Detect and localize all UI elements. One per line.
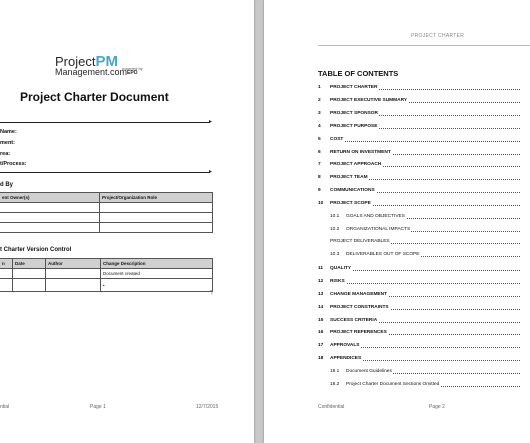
toc-entry-number: 10.1 xyxy=(330,214,340,219)
toc-entry[interactable] xyxy=(318,111,530,119)
toc-entry-label: PROJECT EXECUTIVE SUMMARY xyxy=(330,98,408,103)
toc-entry[interactable] xyxy=(318,318,530,326)
toc-entry-label: PROJECT SPONSOR xyxy=(330,111,378,116)
toc-entry-label: APPROVALS xyxy=(330,343,360,348)
toc-entry[interactable] xyxy=(318,330,530,338)
toc-entry-label: SUCCESS CRITERIA xyxy=(330,318,378,323)
footer-page-number: Page 2 xyxy=(429,404,445,410)
toc-entry-label: APPENDICES xyxy=(330,356,362,361)
toc-entry[interactable] xyxy=(318,124,530,132)
version-control-heading: t Charter Version Control xyxy=(0,247,72,253)
toc-entry-number: 3 xyxy=(318,111,321,116)
page-header: PROJECT CHARTER xyxy=(411,33,465,39)
toc-entry[interactable] xyxy=(318,369,530,377)
toc-entry-number: 14 xyxy=(318,305,324,310)
arrow-icon: ▸ xyxy=(209,169,213,175)
table-cell xyxy=(46,269,101,279)
toc-entry-number: 15 xyxy=(318,318,324,323)
toc-entry-label: RISKS xyxy=(330,279,345,284)
toc-entry-label: GOALS AND OBJECTIVES xyxy=(346,214,405,219)
toc-entry-label: COST xyxy=(330,137,344,142)
toc-entry-number: 18.2 xyxy=(330,382,340,387)
toc-entry[interactable] xyxy=(318,162,530,170)
toc-entry[interactable] xyxy=(318,150,530,158)
document-page-1 xyxy=(0,0,254,443)
toc-entry-number: 9 xyxy=(318,188,321,193)
toc-entry-label: DELIVERABLES OUT OF SCOPE xyxy=(346,252,420,257)
toc-entry-number: 7 xyxy=(318,162,321,167)
column-header: Project/Organization Role xyxy=(100,193,213,203)
toc-entry[interactable] xyxy=(318,279,530,287)
toc-entry-number: 12 xyxy=(318,279,324,284)
toc-entry-number: 13 xyxy=(318,292,324,297)
logo-text-pm: PM xyxy=(95,53,118,70)
toc-entry-number: 1 xyxy=(318,85,321,90)
table-row xyxy=(0,269,213,279)
document-page-2 xyxy=(264,0,530,443)
table-cell: Document created xyxy=(101,269,213,279)
toc-entry-number: 4 xyxy=(318,124,321,129)
toc-entry-number: 5 xyxy=(318,137,321,142)
table-cell xyxy=(100,213,213,223)
table-cell: • xyxy=(101,279,213,292)
document-title: Project Charter Document xyxy=(20,90,169,104)
toc-leader xyxy=(330,270,520,271)
toc-entry-number: 10 xyxy=(318,201,324,206)
footer-date: 12/7/2015 xyxy=(196,404,219,410)
toc-entry-label: PROJECT CHARTER xyxy=(330,85,378,90)
approved-by-heading: d By xyxy=(0,182,14,188)
toc-entry-number: 10.2 xyxy=(330,227,340,232)
toc-entry-number: 16 xyxy=(318,330,324,335)
field-area: rea: xyxy=(0,151,11,157)
logo-text-management: Management.com xyxy=(55,67,128,77)
toc-entry-label: Project Charter Document Sections Omitted xyxy=(346,382,440,387)
column-header: Change Description xyxy=(101,259,213,269)
table-cell xyxy=(100,203,213,213)
footer-left: ntial xyxy=(0,404,10,410)
table-header-row xyxy=(0,193,213,203)
toc-leader xyxy=(330,141,520,142)
divider xyxy=(0,122,210,123)
field-process: t/Process: xyxy=(0,161,27,167)
table-row xyxy=(0,279,213,292)
paragraph-mark: ¶ xyxy=(210,290,213,296)
column-header: Author xyxy=(46,259,101,269)
toc-entry[interactable] xyxy=(318,137,530,145)
toc-entry-label: Document Guidelines xyxy=(346,369,392,374)
toc-entry-label: QUALITY xyxy=(330,266,352,271)
toc-entry-label: ORGANIZATIONAL IMPACTS xyxy=(346,227,411,232)
logo-text-project: Project xyxy=(55,54,96,69)
column-header: ent Owner(s) xyxy=(0,193,100,203)
toc-entry[interactable] xyxy=(318,292,530,300)
toc-entry[interactable] xyxy=(318,305,530,313)
column-header: n xyxy=(0,259,13,269)
toc-entry-number: 17 xyxy=(318,343,324,348)
toc-entry-label: CHANGE MANAGEMENT xyxy=(330,292,388,297)
table-header-row xyxy=(0,259,213,269)
table-cell xyxy=(13,279,46,292)
toc-entry[interactable] xyxy=(318,175,530,183)
toc-title: TABLE OF CONTENTS xyxy=(318,69,399,78)
toc-entry-number: 2 xyxy=(318,98,321,103)
toc-entry-label: COMMUNICATIONS xyxy=(330,188,375,193)
toc-entry[interactable] xyxy=(318,98,530,106)
footer-page-number: Page 1 xyxy=(90,404,106,410)
table-cell xyxy=(100,223,213,233)
table-row xyxy=(0,213,213,223)
toc-entry[interactable] xyxy=(318,266,530,274)
toc-entry[interactable] xyxy=(318,85,530,93)
toc-entry-number: 11 xyxy=(318,266,324,271)
toc-entry-label: PROJECT PURPOSE xyxy=(330,124,378,129)
table-cell xyxy=(0,203,100,213)
toc-entry-label: PROJECT APPROACH xyxy=(330,162,382,167)
approvals-table xyxy=(0,192,213,233)
toc-entry[interactable] xyxy=(318,201,530,209)
toc-entry[interactable] xyxy=(318,227,530,235)
toc-entry[interactable] xyxy=(318,343,530,351)
toc-leader xyxy=(330,283,520,284)
toc-entry-label: PROJECT REFERENCES xyxy=(330,330,387,335)
table-cell xyxy=(0,213,100,223)
footer-left: Confidential xyxy=(318,404,345,410)
table-cell xyxy=(0,223,100,233)
toc-entry-label: RETURN ON INVESTMENT xyxy=(330,150,391,155)
toc-entry-number: 18 xyxy=(318,356,324,361)
toc-entry[interactable] xyxy=(318,356,530,364)
toc-entry-number: 18.1 xyxy=(330,369,340,374)
toc-entry-number: 10.3 xyxy=(330,252,340,257)
toc-entry[interactable] xyxy=(318,382,530,390)
table-cell xyxy=(0,279,13,292)
table-cell xyxy=(46,279,101,292)
toc-entry-label: PROJECT CONSTRAINTS xyxy=(330,305,389,310)
version-control-table xyxy=(0,258,213,292)
toc-entry-label: PROJECT DELIVERABLES xyxy=(330,239,390,244)
toc-entry[interactable] xyxy=(318,188,530,196)
logo-powered-by: powered by xyxy=(122,66,143,71)
toc-entry[interactable] xyxy=(318,252,530,260)
table-cell xyxy=(13,269,46,279)
table-row xyxy=(0,203,213,213)
divider xyxy=(0,172,210,173)
toc-entry-number: 6 xyxy=(318,150,321,155)
column-header: Date xyxy=(13,259,46,269)
toc-entry[interactable] xyxy=(318,239,530,247)
logo-brand: EPO xyxy=(127,70,138,76)
table-row xyxy=(0,223,213,233)
table-cell xyxy=(0,269,13,279)
toc-entry[interactable] xyxy=(318,214,530,222)
toc-entry-label: PROJECT TEAM xyxy=(330,175,368,180)
arrow-icon: ▸ xyxy=(209,119,213,125)
toc-entry-label: PROJECT SCOPE xyxy=(330,201,371,206)
field-name: Name: xyxy=(0,129,17,135)
toc-entry-number: 8 xyxy=(318,175,321,180)
divider xyxy=(318,45,530,46)
field-department: ment: xyxy=(0,140,15,146)
